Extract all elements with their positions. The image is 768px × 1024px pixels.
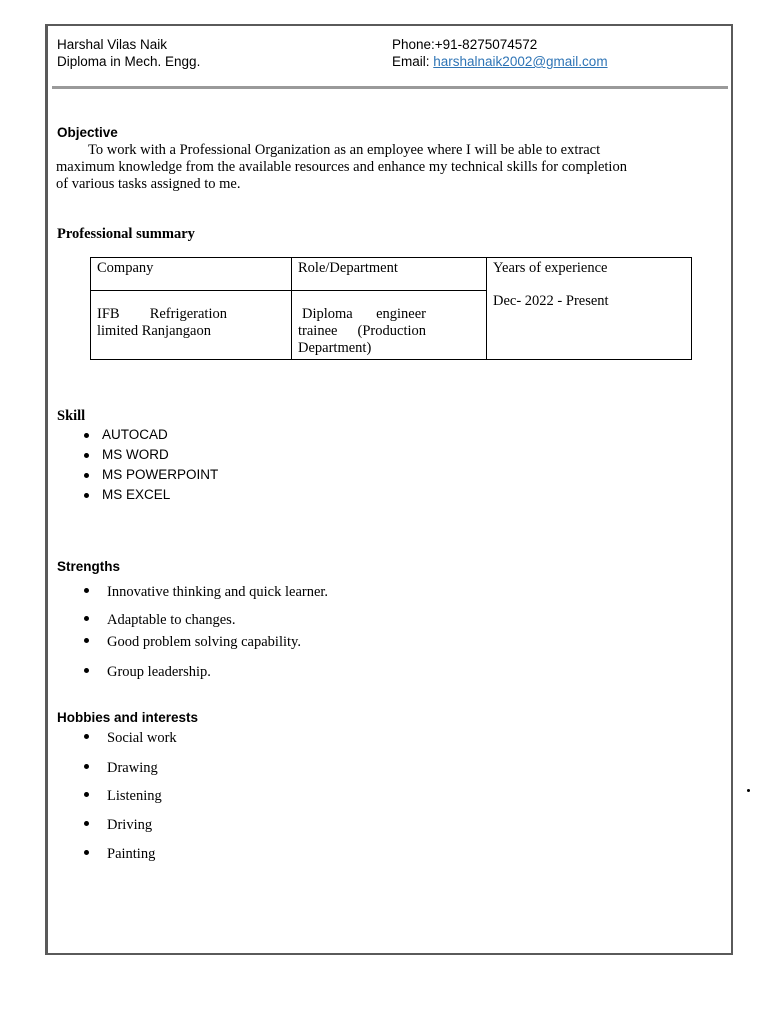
hobby-text: Drawing — [107, 760, 158, 776]
company-word: limited Ranjangaon — [97, 323, 211, 339]
strength-text: Good problem solving capability. — [107, 634, 301, 650]
strength-text: Innovative thinking and quick learner. — [107, 584, 329, 600]
bullet-icon — [84, 764, 89, 769]
objective-line: To work with a Professional Organization as an employee where I will be able to extract — [88, 142, 601, 158]
skill-heading: Skill — [57, 408, 86, 424]
table-header-role: Role/Department — [292, 258, 487, 291]
professional-summary-heading: Professional summary — [57, 226, 195, 242]
list-item: MS EXCEL — [56, 485, 218, 505]
table-cell-company — [91, 291, 292, 360]
candidate-qualification: Diploma in Mech. Engg. — [57, 54, 201, 69]
email-line — [392, 53, 608, 71]
role-word: trainee — [298, 323, 338, 339]
skill-list — [56, 425, 218, 505]
table-header-company: Company — [91, 258, 292, 291]
list-item — [84, 845, 155, 863]
hobby-text: Driving — [107, 817, 153, 833]
list-item — [84, 583, 328, 601]
table-cell-years — [487, 258, 692, 360]
role-word: Department) — [298, 340, 372, 356]
company-word: Refrigeration — [149, 306, 227, 322]
table-cell-role — [292, 291, 487, 360]
bullet-icon — [84, 616, 89, 621]
list-item: AUTOCAD — [56, 425, 218, 445]
list-item — [84, 633, 301, 651]
phone-number: Phone:+91-8275074572 — [392, 37, 538, 52]
list-item: MS WORD — [56, 445, 218, 465]
stray-dot-mark — [747, 789, 750, 792]
objective-line: maximum knowledge from the available resources and enhance my technical skills for completion — [56, 159, 627, 175]
objective-text — [56, 142, 686, 193]
list-item — [84, 816, 152, 834]
bullet-icon — [84, 792, 89, 797]
objective-line: of various tasks assigned to me. — [56, 176, 241, 192]
strength-text: Adaptable to changes. — [107, 612, 236, 628]
years-value: Dec- 2022 - Present — [493, 293, 609, 309]
list-item — [84, 611, 235, 629]
table-header-row — [91, 258, 692, 291]
list-item — [84, 729, 177, 747]
strength-text: Group leadership. — [107, 664, 211, 680]
hobby-text: Painting — [107, 846, 156, 862]
table-header-years: Years of experience — [493, 260, 608, 276]
hobbies-heading: Hobbies and interests — [57, 710, 199, 725]
list-item: MS POWERPOINT — [56, 465, 218, 485]
bullet-icon — [84, 588, 89, 593]
professional-summary-table — [90, 257, 692, 360]
list-item — [84, 759, 158, 777]
bullet-icon — [84, 850, 89, 855]
role-word: engineer — [376, 306, 426, 322]
hobby-text: Listening — [107, 788, 162, 804]
role-word: (Production — [357, 323, 426, 339]
candidate-name: Harshal Vilas Naik — [57, 37, 168, 52]
objective-heading: Objective — [57, 125, 118, 140]
list-item — [84, 663, 211, 681]
header-divider — [52, 86, 728, 89]
list-item — [84, 787, 162, 805]
email-label: Email: — [392, 54, 434, 69]
hobby-text: Social work — [107, 730, 177, 746]
bullet-icon — [84, 668, 89, 673]
company-word: IFB — [97, 306, 120, 322]
bullet-icon — [84, 821, 89, 826]
strengths-heading: Strengths — [57, 559, 121, 574]
bullet-icon — [84, 638, 89, 643]
bullet-icon — [84, 734, 89, 739]
email-link[interactable]: harshalnaik2002@gmail.com — [433, 54, 608, 69]
role-word: Diploma — [302, 306, 353, 322]
